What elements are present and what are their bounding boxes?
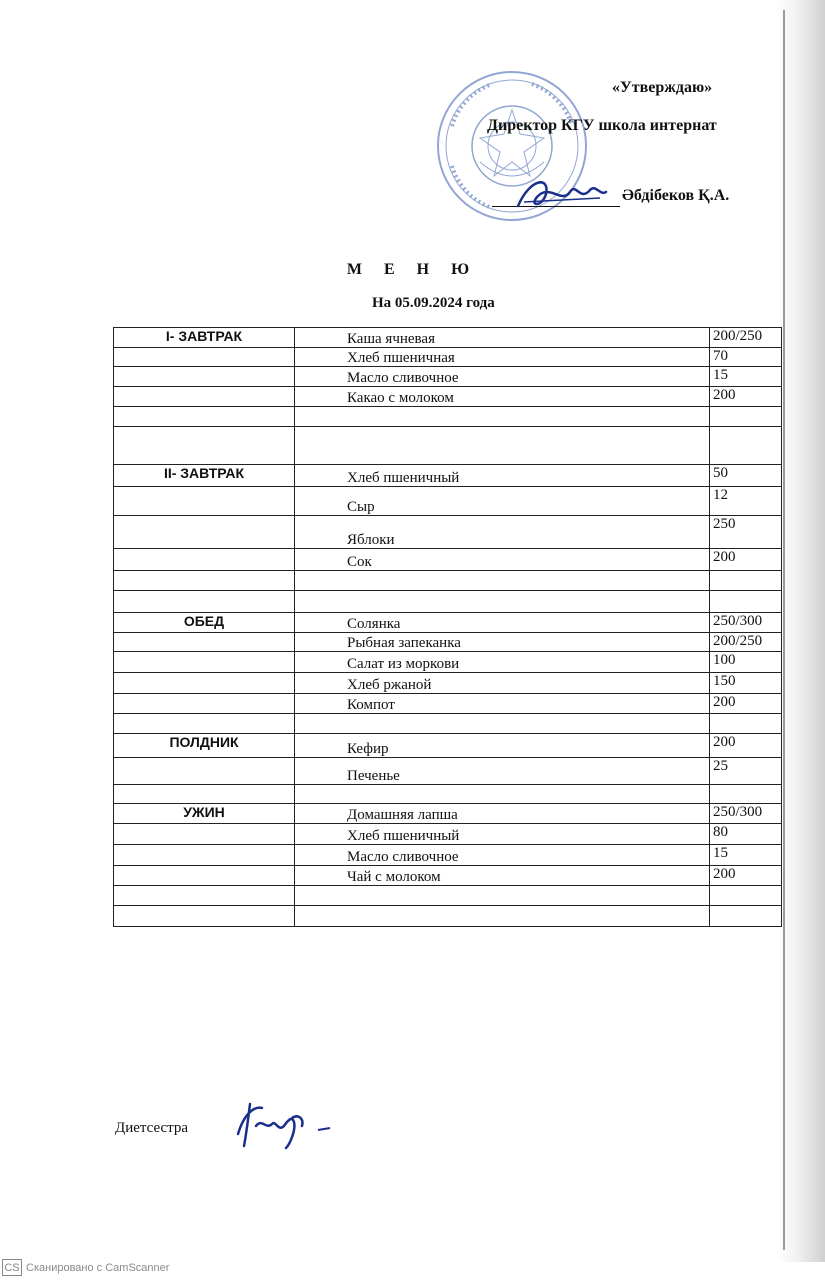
- meal-cell: [114, 758, 295, 785]
- meal-cell: [114, 367, 295, 387]
- meal-cell: [114, 824, 295, 845]
- dish-cell: Сыр: [295, 487, 710, 516]
- approval-position: Директор КГУ школа интернат: [487, 117, 717, 134]
- dietitian-label: Диетсестра: [115, 1120, 189, 1136]
- qty-cell: 15: [710, 845, 782, 866]
- menu-row: [114, 465, 782, 487]
- menu-row: [114, 407, 782, 427]
- menu-date: На 05.09.2024 года: [372, 295, 495, 311]
- menu-row: [114, 652, 782, 673]
- qty-cell: 80: [710, 824, 782, 845]
- meal-cell: [114, 886, 295, 906]
- menu-row: [114, 734, 782, 758]
- approval-name: Әбдібеков Қ.А.: [622, 187, 730, 204]
- qty-cell: [710, 785, 782, 804]
- dish-cell: [295, 785, 710, 804]
- qty-cell: 250/300: [710, 804, 782, 824]
- meal-cell: [114, 516, 295, 549]
- dish-cell: Чай с молоком: [295, 866, 710, 886]
- qty-cell: 200: [710, 734, 782, 758]
- dish-cell: Сок: [295, 549, 710, 571]
- dish-cell: Хлеб ржаной: [295, 673, 710, 694]
- qty-cell: 200: [710, 549, 782, 571]
- qty-cell: 70: [710, 348, 782, 367]
- meal-cell: I- ЗАВТРАК: [114, 328, 295, 348]
- menu-row: [114, 714, 782, 734]
- meal-cell: [114, 714, 295, 734]
- menu-row: [114, 886, 782, 906]
- menu-row: [114, 785, 782, 804]
- qty-cell: 250/300: [710, 613, 782, 633]
- dish-cell: Кефир: [295, 734, 710, 758]
- qty-cell: 200: [710, 694, 782, 714]
- meal-cell: [114, 487, 295, 516]
- menu-row: [114, 633, 782, 652]
- qty-cell: 250: [710, 516, 782, 549]
- qty-cell: 12: [710, 487, 782, 516]
- menu-row: [114, 487, 782, 516]
- menu-row: [114, 824, 782, 845]
- menu-row: [114, 613, 782, 633]
- meal-cell: [114, 633, 295, 652]
- qty-cell: 200/250: [710, 633, 782, 652]
- dish-cell: Масло сливочное: [295, 845, 710, 866]
- qty-cell: [710, 906, 782, 927]
- meal-cell: [114, 652, 295, 673]
- dish-cell: Яблоки: [295, 516, 710, 549]
- meal-cell: ОБЕД: [114, 613, 295, 633]
- menu-row: [114, 367, 782, 387]
- qty-cell: 150: [710, 673, 782, 694]
- meal-cell: [114, 673, 295, 694]
- scan-edge-line: [783, 10, 785, 1250]
- meal-cell: [114, 906, 295, 927]
- dish-cell: [295, 427, 710, 465]
- dish-cell: Рыбная запеканка: [295, 633, 710, 652]
- dish-cell: Компот: [295, 694, 710, 714]
- footer-text: Сканировано с CamScanner: [26, 1262, 170, 1274]
- menu-title: М Е Н Ю: [346, 261, 479, 278]
- meal-cell: II- ЗАВТРАК: [114, 465, 295, 487]
- approval-title: «Утверждаю»: [612, 79, 713, 96]
- dish-cell: [295, 906, 710, 927]
- meal-cell: [114, 591, 295, 613]
- meal-cell: [114, 866, 295, 886]
- dish-cell: Хлеб пшеничный: [295, 465, 710, 487]
- qty-cell: 100: [710, 652, 782, 673]
- meal-cell: [114, 348, 295, 367]
- menu-row: [114, 845, 782, 866]
- menu-row: [114, 571, 782, 591]
- dish-cell: Печенье: [295, 758, 710, 785]
- menu-row: [114, 387, 782, 407]
- dish-cell: Хлеб пшеничная: [295, 348, 710, 367]
- meal-cell: [114, 845, 295, 866]
- menu-row: [114, 427, 782, 465]
- menu-row: [114, 866, 782, 886]
- meal-cell: [114, 549, 295, 571]
- menu-row: [114, 906, 782, 927]
- menu-row: [114, 758, 782, 785]
- dietitian-signature-icon: [232, 1096, 332, 1152]
- dish-cell: [295, 407, 710, 427]
- qty-cell: 200: [710, 387, 782, 407]
- qty-cell: 200/250: [710, 328, 782, 348]
- menu-row: [114, 328, 782, 348]
- menu-row: [114, 673, 782, 694]
- qty-cell: [710, 571, 782, 591]
- meal-cell: [114, 427, 295, 465]
- dish-cell: Масло сливочное: [295, 367, 710, 387]
- dish-cell: Салат из моркови: [295, 652, 710, 673]
- director-signature-icon: [510, 168, 610, 218]
- qty-cell: [710, 591, 782, 613]
- menu-table: [113, 327, 782, 927]
- dish-cell: Какао с молоком: [295, 387, 710, 407]
- dish-cell: [295, 714, 710, 734]
- dish-cell: Солянка: [295, 613, 710, 633]
- camscanner-logo-icon: CS: [2, 1259, 22, 1276]
- menu-row: [114, 549, 782, 571]
- dish-cell: Домашняя лапша: [295, 804, 710, 824]
- qty-cell: [710, 886, 782, 906]
- qty-cell: [710, 714, 782, 734]
- meal-cell: [114, 785, 295, 804]
- meal-cell: ПОЛДНИК: [114, 734, 295, 758]
- qty-cell: 50: [710, 465, 782, 487]
- dish-cell: Хлеб пшеничный: [295, 824, 710, 845]
- meal-cell: [114, 694, 295, 714]
- meal-cell: УЖИН: [114, 804, 295, 824]
- meal-cell: [114, 571, 295, 591]
- qty-cell: 200: [710, 866, 782, 886]
- dish-cell: Каша ячневая: [295, 328, 710, 348]
- meal-cell: [114, 407, 295, 427]
- dish-cell: [295, 591, 710, 613]
- dish-cell: [295, 571, 710, 591]
- qty-cell: [710, 427, 782, 465]
- menu-row: [114, 516, 782, 549]
- menu-row: [114, 591, 782, 613]
- qty-cell: 15: [710, 367, 782, 387]
- menu-row: [114, 804, 782, 824]
- qty-cell: 25: [710, 758, 782, 785]
- qty-cell: [710, 407, 782, 427]
- dish-cell: [295, 886, 710, 906]
- menu-row: [114, 694, 782, 714]
- menu-row: [114, 348, 782, 367]
- meal-cell: [114, 387, 295, 407]
